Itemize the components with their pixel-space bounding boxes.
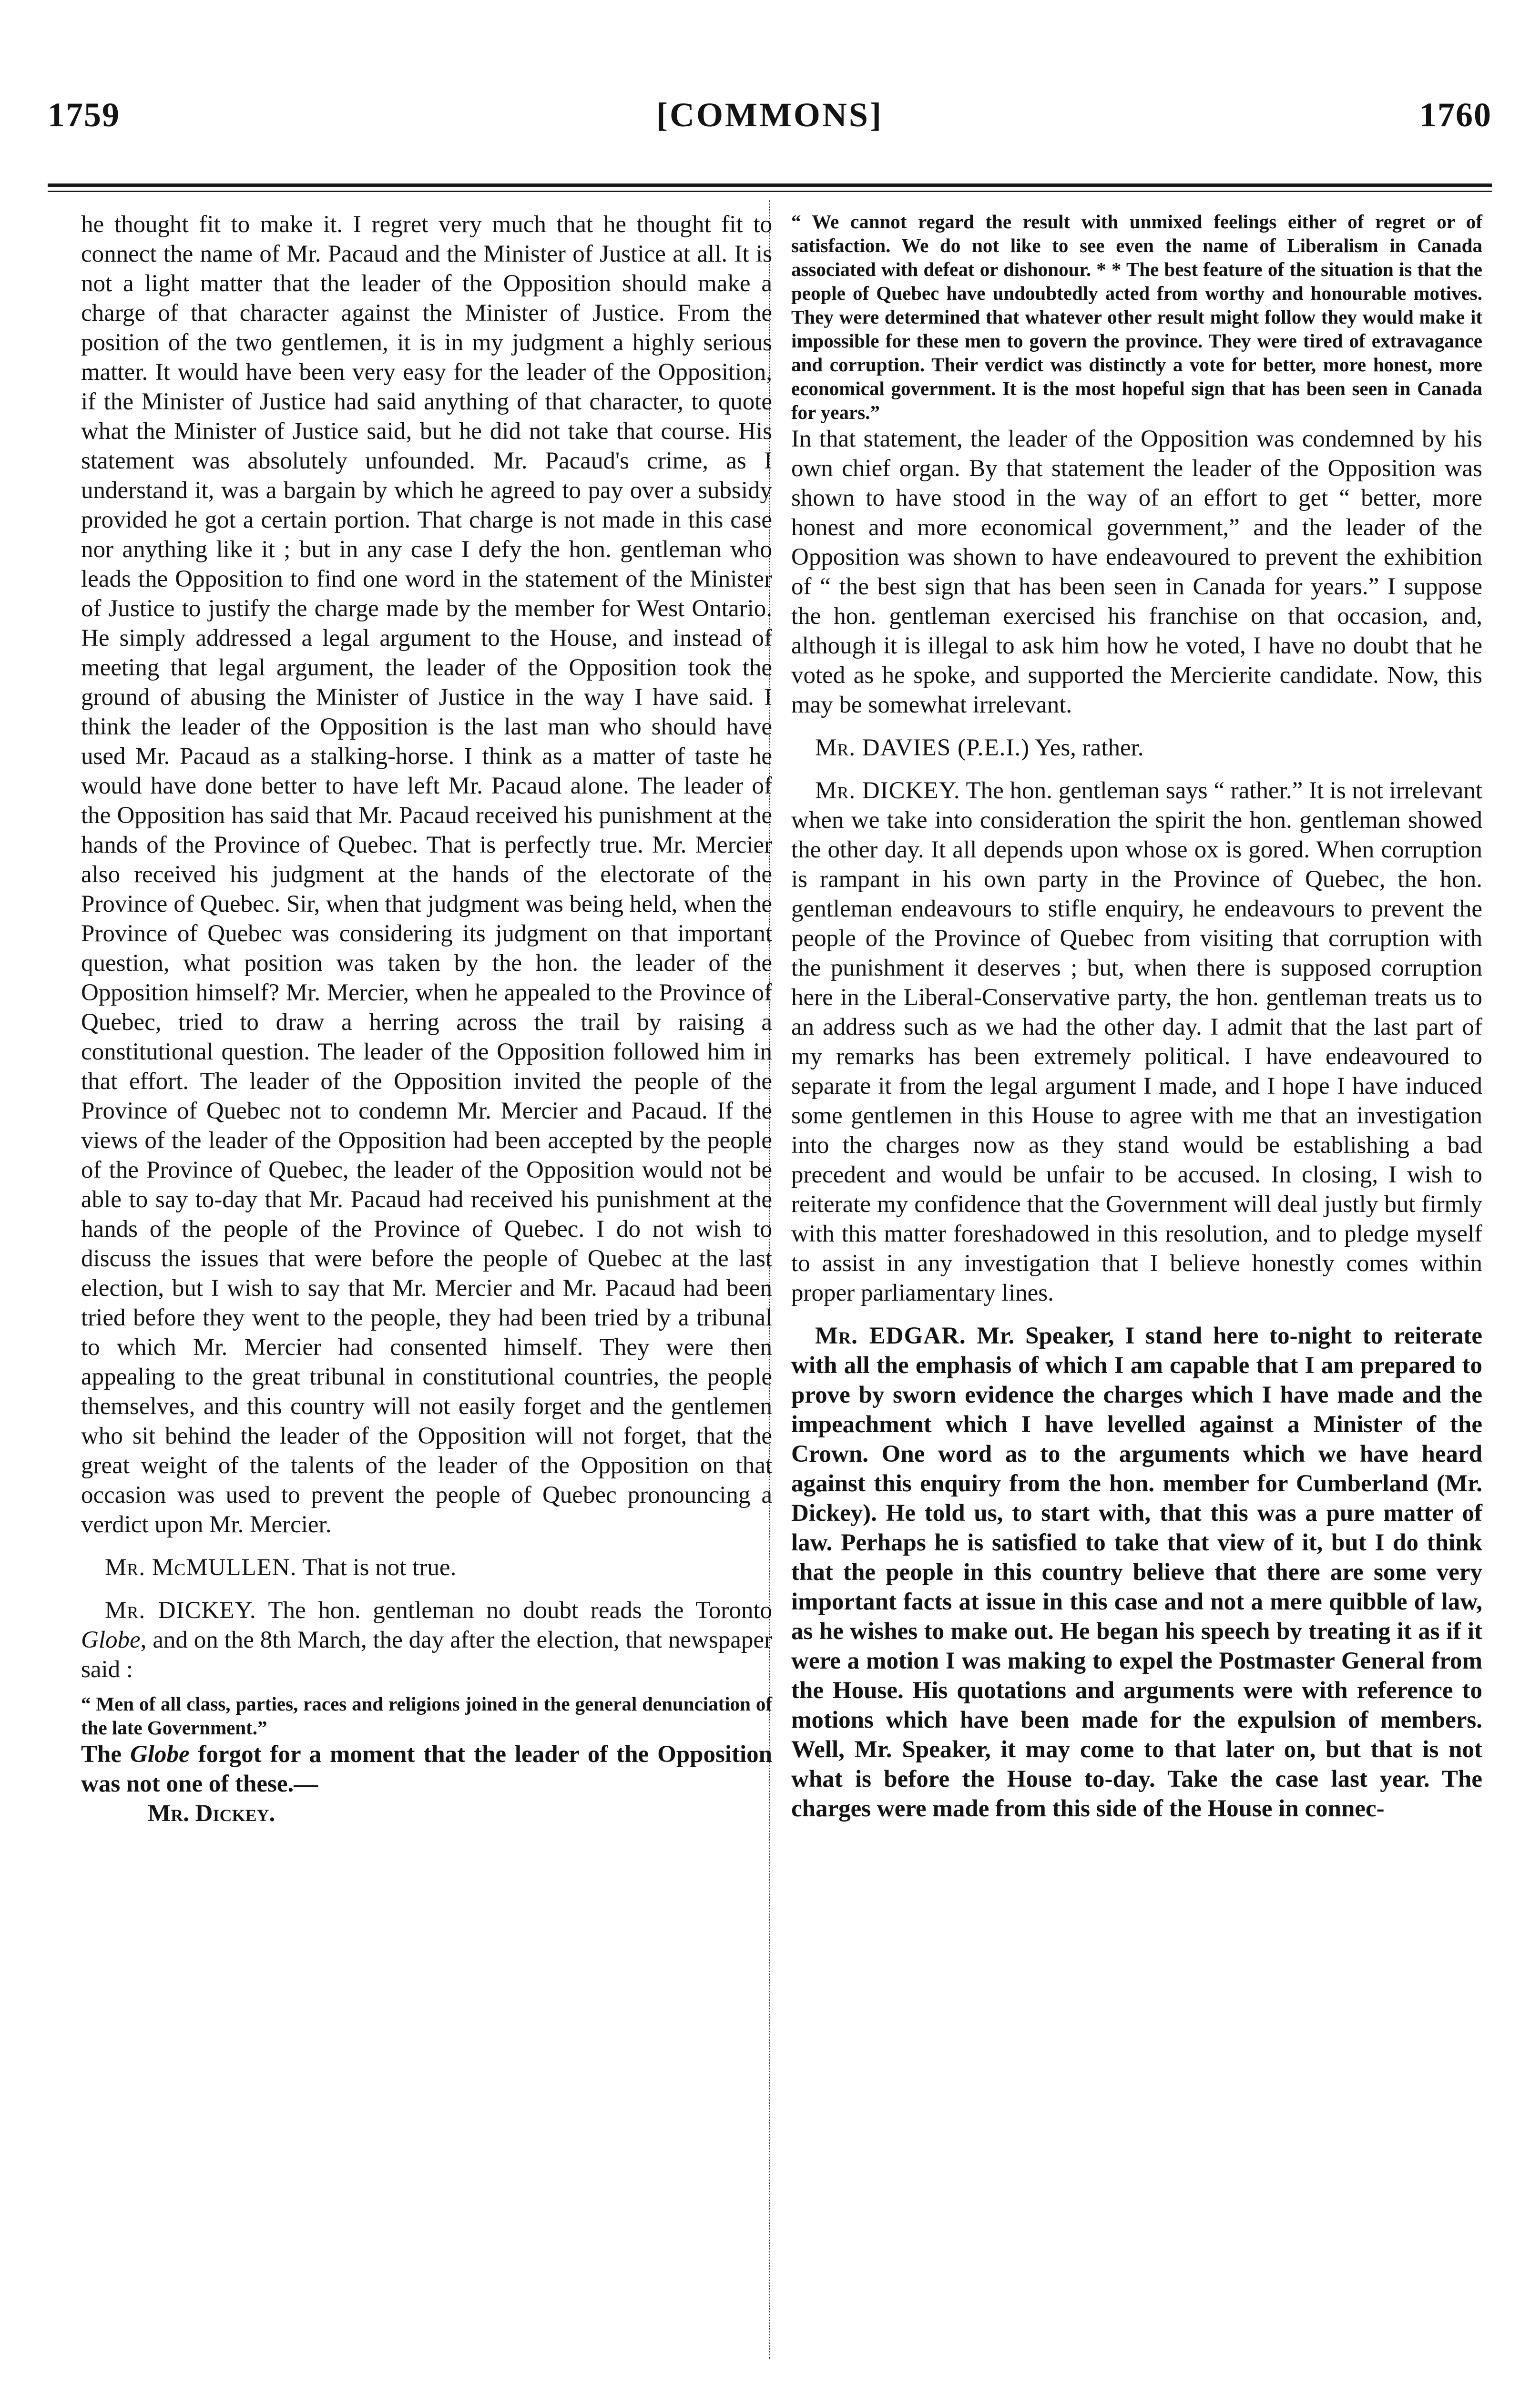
paragraph: In that statement, the leader of the Opposition was condemned by his own chief organ. By that statement the leader of the Opposition was shown to have stood in the way of an effort to get “ better, more honest and more economical government,” and the leader of the Opposition was shown to have endeavoured to prevent the exhibition of “ the best sign that has been seen in Canada for years.” I suppose the hon. gentleman exercised his franchise on that occasion, and, although it is illegal to ask him how he voted, I have no doubt that he voted as he spoke, and supported the Mercierite candidate. Now, this may be somewhat irrelevant. [791,426,1482,718]
newspaper-name: Globe [130,1741,190,1768]
page-number-left: 1759 [48,96,120,134]
newspaper-name: Globe [81,1627,141,1653]
paragraph: he thought fit to make it. I regret very much that he thought fit to connect the name of Mr. Pacaud and the Minister of Justice at all. It is not a light matter that the leader of the Opposition should make a charge of that character against the Minister of Justice. From the position of the two gentlemen, it is in my judgment a highly serious matter. It would have been very easy for the leader of the Opposition, if the Minister of Justice had said anything of that character, to quote what the Minister of Justice said, but he did not take that course. His statement was absolutely unfounded. Mr. Pacaud's crime, as I understand it, was a bargain by which he agreed to pay over a subsidy provided he got a certain portion. That charge is not made in this case nor anything like it ; but in any case I defy the hon. gentleman who leads the Opposition to find one word in the statement of the Minister of Justice to justify the charge made by the member for West Ontario. He simply addressed a legal argument to the House, and instead of meeting that legal argument, the leader of the Opposition took the ground of abusing the Minister of Justice in the way I have said. I think the leader of the Opposition is the last man who should have used Mr. Pacaud as a stalking-horse. I think as a matter of taste he would have done better to have left Mr. Pacaud alone. The leader of the Opposition has said that Mr. Pacaud received his punishment at the hands of the Province of Quebec. That is perfectly true. Mr. Mercier also received his judgment at the hands of the electorate of the Province of Quebec. Sir, when that judgment was being held, when the Province of Quebec was considering its judgment on that important question, what position was taken by the hon. the leader of the Opposition himself? Mr. Mercier, when he appealed to the Province of Quebec, tried to draw a herring across the trail by raising a constitutional question. The leader of the Opposition followed him in that effort. The leader of the Opposition invited the people of the Province of Quebec not to condemn Mr. Mercier and Pacaud. If the views of the leader of the Opposition had been accepted by the people of the Province of Quebec, the leader of the Opposition would not be able to say to-day that Mr. Pacaud had received his punishment at the hands of the people of the Province of Quebec. I do not wish to discuss the issues that were before the people of Quebec at the last election, but I wish to say that Mr. Mercier and Mr. Pacaud had been tried before they went to the people, they had been tried by a tribunal to which Mr. Mercier had consented himself. They were then appealing to the great tribunal in constitutional countries, the people themselves, and this country will not easily forget and the gentlemen who sit behind the leader of the Opposition will not forget, that the great weight of the talents of the leader of the Opposition on that occasion was used to prevent the people of Quebec pronouncing a verdict upon Mr. Mercier. [81,211,772,1538]
speech-text: The hon. gentleman no doubt reads the Toronto [268,1597,772,1624]
left-column [81,210,772,1828]
signature: Mr. Dickey. [148,1800,275,1827]
speech-dickey [81,1596,772,1684]
speaker-name: Mr. DICKEY. [105,1597,256,1624]
speech-edgar [791,1321,1482,1823]
speech-text: Yes, rather. [1034,734,1144,761]
right-column [791,210,1482,1823]
paragraph: The Globe forgot for a moment that the leader of the Opposition was not one of these.— [81,1741,773,1797]
page-header [48,95,1492,143]
speech-dickey [791,776,1482,1308]
speech-text: That is not true. [302,1554,457,1581]
speech-davies [791,733,1482,763]
speech-text: , and on the 8th March, the day after the election, that newspaper said : [81,1627,772,1683]
block-quote: “ Men of all class, parties, races and religions joined in the general denunciation of the late Government.” [81,1693,772,1739]
block-quote: “ We cannot regard the result with unmixed feelings either of regret or of satisfaction. We do not like to see even the name of Liberalism in Canada associated with defeat or dishonour. * * The best feature of the situation is that the people of Quebec have undoubtedly acted from worthy and honourable motives. They were determined that whatever other result might follow they would make it impossible for these men to govern the province. They were tired of extravagance and corruption. Their verdict was distinctly a vote for better, more honest, more economical government. It is the most hopeful sign that has been seen in Canada for years.” [791,211,1482,423]
header-rule [48,183,1492,187]
page-number-right: 1760 [1419,96,1492,134]
speech-mcmullen [81,1553,772,1582]
speaker-name: Mr. DICKEY. [815,777,960,804]
header-rule-thin [48,191,1492,192]
speech-text: Mr. Speaker, I stand here to-night to reiterate with all the emphasis of which I am capable that I am prepared to prove by sworn evidence the charges which I have made and the impeachment which I have levelled against a Minister of the Crown. One word as to the arguments which we have heard against this enquiry from the hon. member for Cumberland (Mr. Dickey). He told us, to start with, that this was a pure matter of law. Perhaps he is satisfied to take that view of it, but I do think that the people in this country believe that there are some very important facts at issue in this case and not a mere quibble of law, as he wishes to make out. He began his speech by treating it as if it were a motion I was making to expel the Postmaster General from the House. His quotations and arguments were with reference to motions which have been made for the expulsion of members. Well, Mr. Speaker, it may come to that later on, but that is not what is before the House to-day. Take the case last year. The charges were made from this side of the House in connec- [791,1323,1482,1822]
speaker-name: Mr. McMULLEN. [105,1554,297,1581]
running-title: [COMMONS] [656,96,883,134]
speech-text: The hon. gentleman says “ rather.” It is not irrelevant when we take into consideration the spirit the hon. gentleman showed the other day. It all depends upon whose ox is gored. When corruption is rampant in his own party in the Province of Quebec, the hon. gentleman endeavours to stifle enquiry, he endeavours to prevent the people of the Province of Quebec from visiting that corruption with the punishment it deserves ; but, when there is supposed corruption here in the Liberal-Conservative party, the hon. gentleman treats us to an address such as we had the other day. I admit that the last part of my remarks has been extremely political. I have endeavoured to separate it from the legal argument I made, and I hope I have induced some gentlemen in this House to agree with me that an investigation into the charges now as they stand would be establishing a bad precedent and would be unfair to be accused. In closing, I wish to reiterate my confidence that the Government will deal justly but firmly with this matter foreshadowed in this resolution, and to pledge myself to assist in any investigation that I believe honestly comes within proper parliamentary lines. [791,777,1482,1306]
speaker-name: Mr. DAVIES (P.E.I.) [815,734,1030,761]
speaker-name: Mr. EDGAR. [815,1323,966,1349]
